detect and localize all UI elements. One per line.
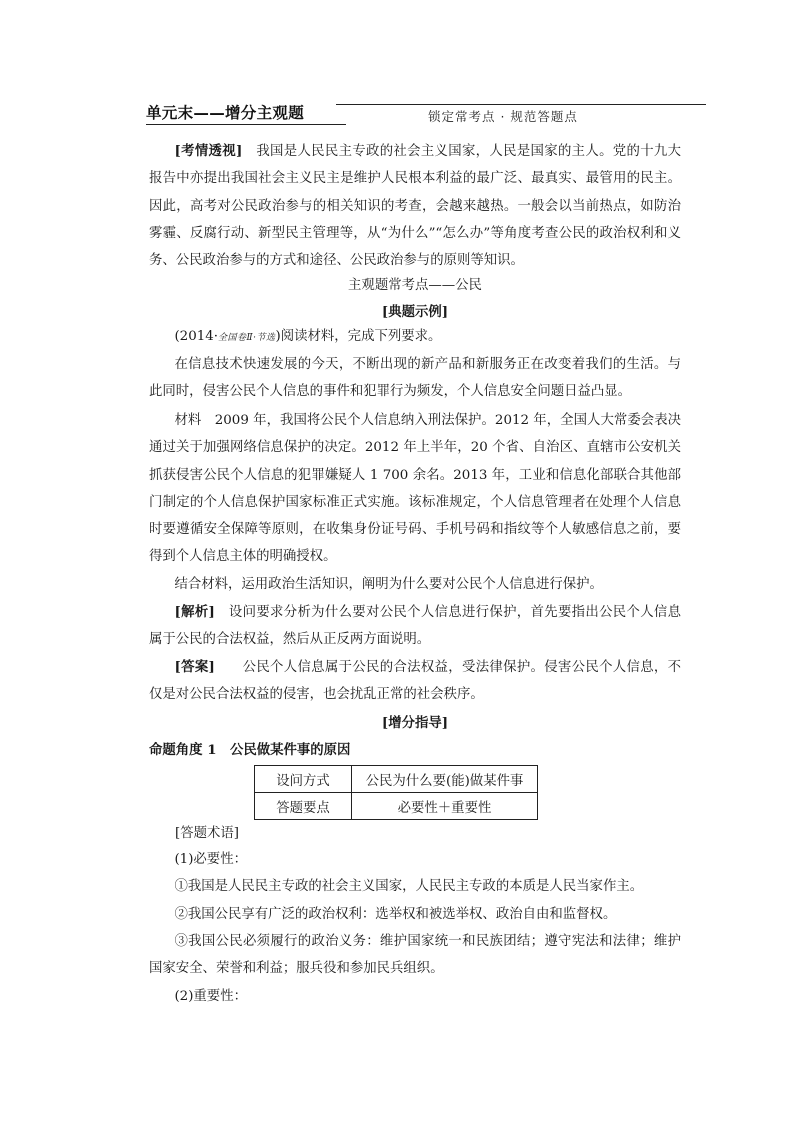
header-rule	[336, 104, 706, 105]
analysis-tag: [解析]	[174, 604, 215, 620]
answer-text: 公民个人信息属于公民的合法权益，受法律保护。侵害公民个人信息，不仅是对公民合法权益的侵害，也会扰乱正常的社会秩序。	[149, 660, 682, 703]
source-instruction: 阅读材料，完成下列要求。	[280, 329, 442, 344]
analysis-text: 设问要求分析为什么要对公民个人信息进行保护，首先要指出公民个人信息属于公民的合法权益，然后从正反两方面说明。	[149, 605, 682, 648]
table-cell: 答题要点	[255, 793, 352, 820]
answer-method-table	[254, 765, 538, 820]
background-paragraph: 在信息技术快速发展的今天，不断出现的新产品和新服务正在改变着我们的生活。与此同时，侵害公民个人信息的事件和犯罪行为频发，个人信息安全问题日益凸显。	[149, 357, 681, 400]
header-title-underline	[146, 124, 346, 125]
angle-title: 公民做某件事的原因	[229, 742, 351, 758]
analysis-paragraph	[149, 599, 681, 654]
example-tag: [典题示例]	[381, 304, 449, 320]
source-close: )	[275, 329, 281, 344]
material-paragraph	[149, 407, 681, 571]
question-paragraph: 结合材料，运用政治生活知识，阐明为什么要对公民个人信息进行保护。	[174, 577, 603, 592]
guide-tag: [增分指导]	[381, 715, 449, 731]
table-cell: 必要性＋重要性	[352, 793, 538, 820]
intro-tag: [考情透视]	[174, 143, 243, 159]
point-1: ①我国是人民民主专政的社会主义国家，人民民主专政的本质是人民当家作主。	[174, 879, 644, 894]
importance-heading: (2)重要性：	[174, 989, 247, 1004]
header-title: 单元末——增分主观题	[146, 104, 305, 122]
table-row	[255, 793, 538, 820]
source-year: (2014·	[174, 329, 219, 344]
section-title: 主观题常考点——公民	[348, 278, 482, 293]
source-paper: 全国卷Ⅱ·节选	[218, 333, 276, 343]
table-row	[255, 766, 538, 793]
material-text: 2009 年，我国将公民个人信息纳入刑法保护。2012 年，全国人大常委会表决通过关于加强网络信息保护的决定。2012 年上半年，20 个省、自治区、直辖市公安机关抓获侵害公民个人信息的犯罪嫌疑人 1 700 余名。2013 年，工业和信息化部联合其他部门制定的个人信息保护国家标准正式实施。该标准规定，个人信息管理者在处理个人信息时要遵循安全保障等原则，在收集身份证号码、手机号码和指纹等个人敏感信息之前，要得到个人信息主体的明确授权。	[149, 413, 682, 565]
necessity-heading: (1)必要性：	[174, 852, 247, 867]
intro-text: 我国是人民民主专政的社会主义国家，人民是国家的主人。党的十九大报告中亦提出我国社会主义民主是维护人民根本利益的最广泛、最真实、最管用的民主。因此，高考对公民政治参与的相关知识的考查，会越来越热。一般会以当前热点，如防治雾霾、反腐行动、新型民主管理等，从“为什么”“怎么办”等角度考查公民的政治权利和义务、公民政治参与的方式和途径、公民政治参与的原则等知识。	[149, 144, 682, 269]
intro-paragraph	[149, 138, 681, 274]
angle-label: 命题角度 1	[149, 742, 217, 758]
source-line	[149, 323, 681, 352]
table-cell: 公民为什么要(能)做某件事	[352, 766, 538, 793]
terms-tag: [答题术语]	[175, 826, 240, 841]
material-label: 材料	[174, 413, 202, 428]
answer-paragraph	[149, 654, 681, 709]
point-3: ③我国公民必须履行的政治义务：维护国家统一和民族团结；遵守宪法和法律；维护国家安全、荣誉和利益；服兵役和参加民兵组织。	[149, 934, 681, 977]
angle-heading	[149, 737, 681, 764]
table-cell: 设问方式	[255, 766, 352, 793]
header-subtitle: 锁定常考点 · 规范答题点	[428, 109, 578, 124]
answer-tag: [答案]	[174, 659, 215, 675]
point-2: ②我国公民享有广泛的政治权利：选举权和被选举权、政治自由和监督权。	[174, 907, 617, 922]
page-header	[146, 103, 706, 125]
